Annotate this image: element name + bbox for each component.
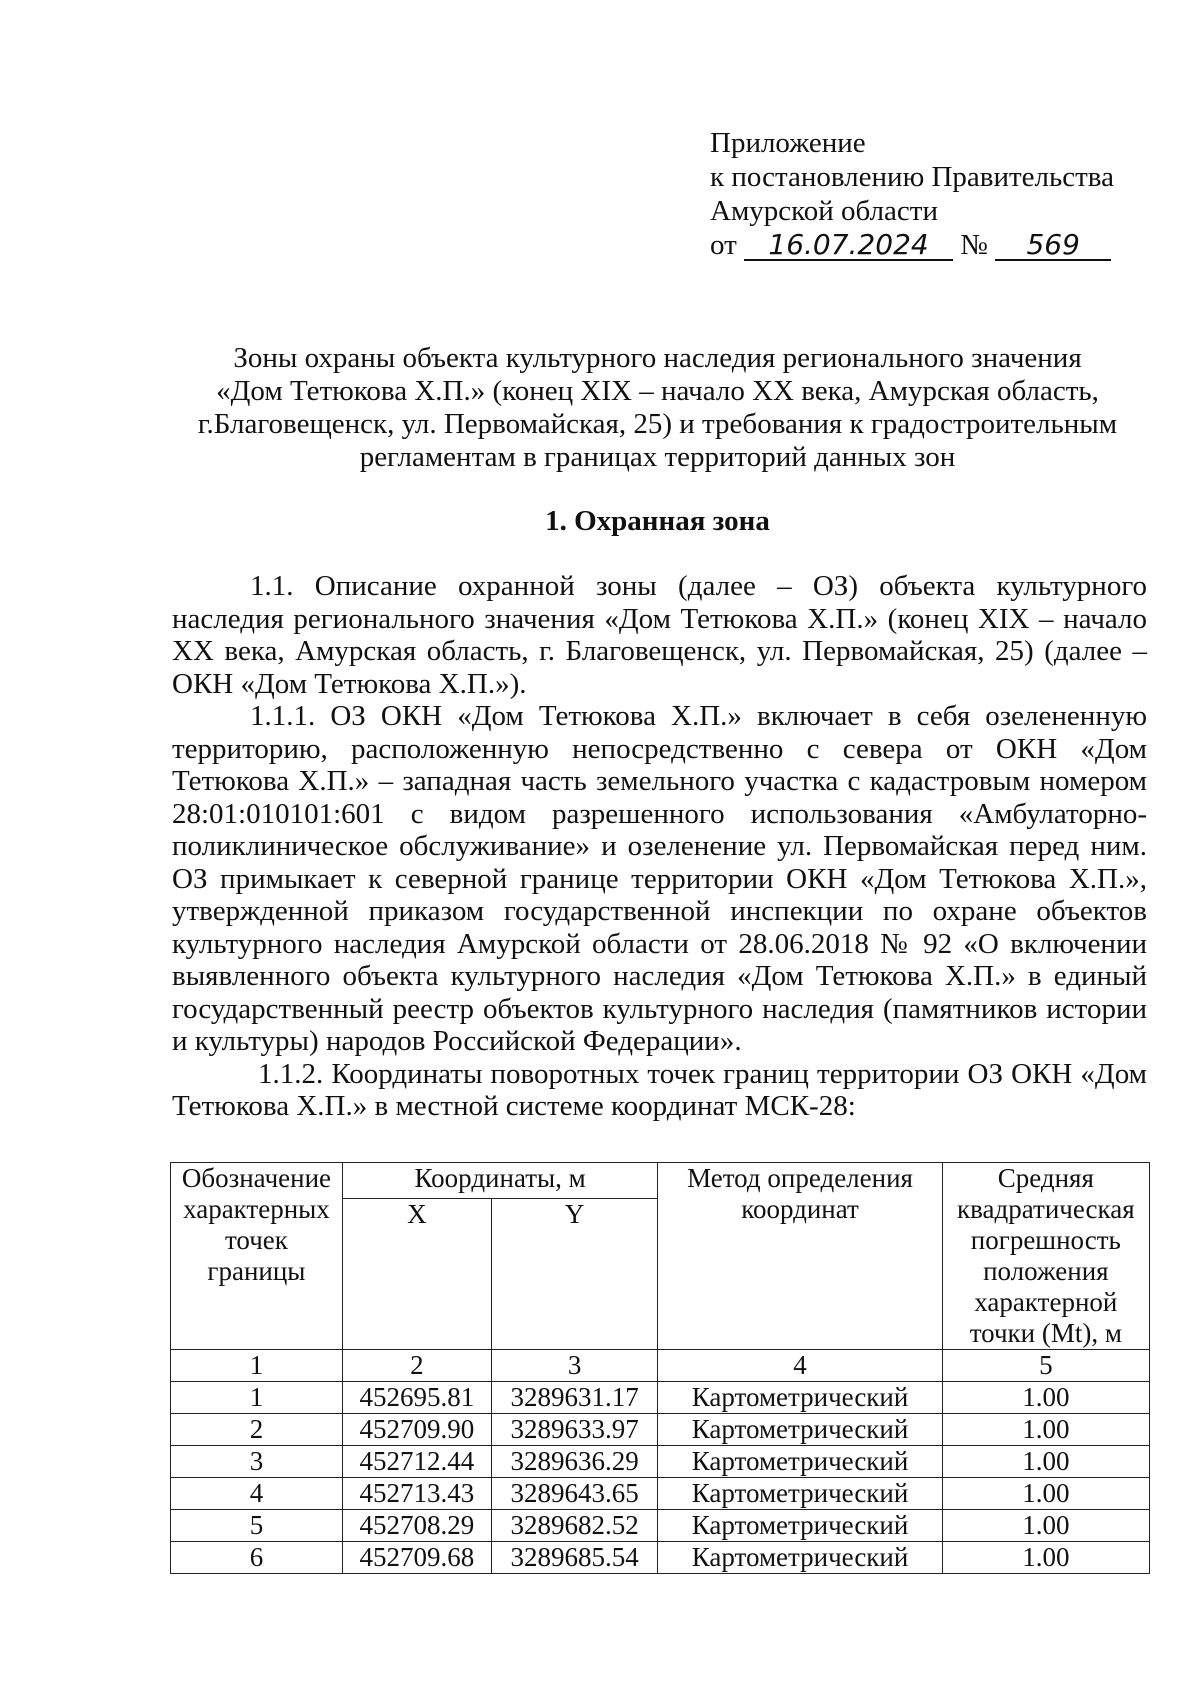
table-header-row <box>171 1163 1150 1199</box>
cell-method: Картометрический <box>658 1510 942 1542</box>
appendix-block <box>710 126 1150 262</box>
cell-method: Картометрический <box>658 1414 942 1446</box>
cell-error: 1.00 <box>942 1414 1149 1446</box>
cell-y: 3289633.97 <box>491 1414 658 1446</box>
column-number: 2 <box>342 1350 491 1382</box>
cell-x: 452709.68 <box>342 1542 491 1574</box>
cell-y: 3289685.54 <box>491 1542 658 1574</box>
cell-y: 3289682.52 <box>491 1510 658 1542</box>
section-heading: 1. Охранная зона <box>545 505 770 537</box>
header-method: Метод определения координат <box>658 1163 942 1350</box>
body-text <box>172 570 1147 1123</box>
cell-method: Картометрический <box>658 1446 942 1478</box>
cell-point: 5 <box>171 1510 343 1542</box>
cell-method: Картометрический <box>658 1382 942 1414</box>
table-row <box>171 1510 1150 1542</box>
cell-x: 452695.81 <box>342 1382 491 1414</box>
cell-method: Картометрический <box>658 1542 942 1574</box>
cell-point: 3 <box>171 1446 343 1478</box>
title-line-3: г.Благовещенск, ул. Первомайская, 25) и требования к градостроительным <box>197 408 1118 440</box>
cell-error: 1.00 <box>942 1478 1149 1510</box>
table-column-number-row <box>171 1350 1150 1382</box>
appendix-date-line <box>710 228 1150 262</box>
header-coords: Координаты, м <box>342 1163 658 1199</box>
date-prefix: от <box>710 229 737 261</box>
appendix-line-3: Амурской области <box>710 195 938 227</box>
number-prefix: № <box>960 229 988 261</box>
cell-x: 452712.44 <box>342 1446 491 1478</box>
table-row <box>171 1446 1150 1478</box>
cell-error: 1.00 <box>942 1446 1149 1478</box>
header-x: X <box>342 1199 491 1350</box>
cell-x: 452709.90 <box>342 1414 491 1446</box>
table-row <box>171 1382 1150 1414</box>
column-number: 3 <box>491 1350 658 1382</box>
paragraph-1-1-2: 1.1.2. Координаты поворотных точек границ территории ОЗ ОКН «Дом Тетюкова Х.П.» в местной системе координат МСК-28: <box>172 1057 1147 1122</box>
column-number: 5 <box>942 1350 1149 1382</box>
column-number: 1 <box>171 1350 343 1382</box>
cell-x: 452708.29 <box>342 1510 491 1542</box>
cell-point: 4 <box>171 1478 343 1510</box>
header-y: Y <box>491 1199 658 1350</box>
cell-error: 1.00 <box>942 1510 1149 1542</box>
cell-x: 452713.43 <box>342 1478 491 1510</box>
cell-error: 1.00 <box>942 1382 1149 1414</box>
header-point: Обозначение характерных точек границы <box>171 1163 343 1350</box>
cell-y: 3289643.65 <box>491 1478 658 1510</box>
cell-error: 1.00 <box>942 1542 1149 1574</box>
handwritten-number: 569 <box>995 231 1111 261</box>
coordinates-table <box>170 1162 1150 1574</box>
handwritten-date: 16.07.2024 <box>744 231 953 261</box>
cell-point: 6 <box>171 1542 343 1574</box>
table-row <box>171 1542 1150 1574</box>
appendix-line-2: к постановлению Правительства <box>710 161 1114 193</box>
header-error: Средняя квадратическая погрешность положения характерной точки (Mt), м <box>942 1163 1149 1350</box>
cell-y: 3289631.17 <box>491 1382 658 1414</box>
cell-point: 1 <box>171 1382 343 1414</box>
cell-point: 2 <box>171 1414 343 1446</box>
table-row <box>171 1414 1150 1446</box>
title-line-1: Зоны охраны объекта культурного наследия регионального значения <box>233 342 1082 374</box>
cell-y: 3289636.29 <box>491 1446 658 1478</box>
cell-method: Картометрический <box>658 1478 942 1510</box>
title-line-2: «Дом Тетюкова Х.П.» (конец XIX – начало XX века, Амурская область, <box>216 375 1099 407</box>
column-number: 4 <box>658 1350 942 1382</box>
paragraph-1-1: 1.1. Описание охранной зоны (далее – ОЗ) объекта культурного наследия регионального значения «Дом Тетюкова Х.П.» (конец XIX – начало XX века, Амурская область, г. Благовещенск, ул. Первомайская, 25) (далее – ОКН «Дом Тетюкова Х.П.»). <box>172 570 1147 700</box>
appendix-line-1: Приложение <box>710 127 866 159</box>
document-title <box>170 342 1145 474</box>
paragraph-1-1-1: 1.1.1. ОЗ ОКН «Дом Тетюкова Х.П.» включает в себя озелененную территорию, расположенную непосредственно с севера от ОКН «Дом Тетюкова Х.П.» – западная часть земельного участка с кадастровым номером 28:01:010101:601 с видом разрешенного использования «Амбулаторно-поликлиническое обслуживание» и озеленение ул. Первомайская перед ним. ОЗ примыкает к северной границе территории ОКН «Дом Тетюкова Х.П.», утвержденной приказом государственной инспекции по охране объектов культурного наследия Амурской области от 28.06.2018 № 92 «О включении выявленного объекта культурного наследия «Дом Тетюкова Х.П.» в единый государственный реестр объектов культурного наследия (памятников истории и культуры) народов Российской Федерации». <box>172 700 1147 1057</box>
title-line-4: регламентам в границах территорий данных зон <box>359 441 956 473</box>
table-row <box>171 1478 1150 1510</box>
